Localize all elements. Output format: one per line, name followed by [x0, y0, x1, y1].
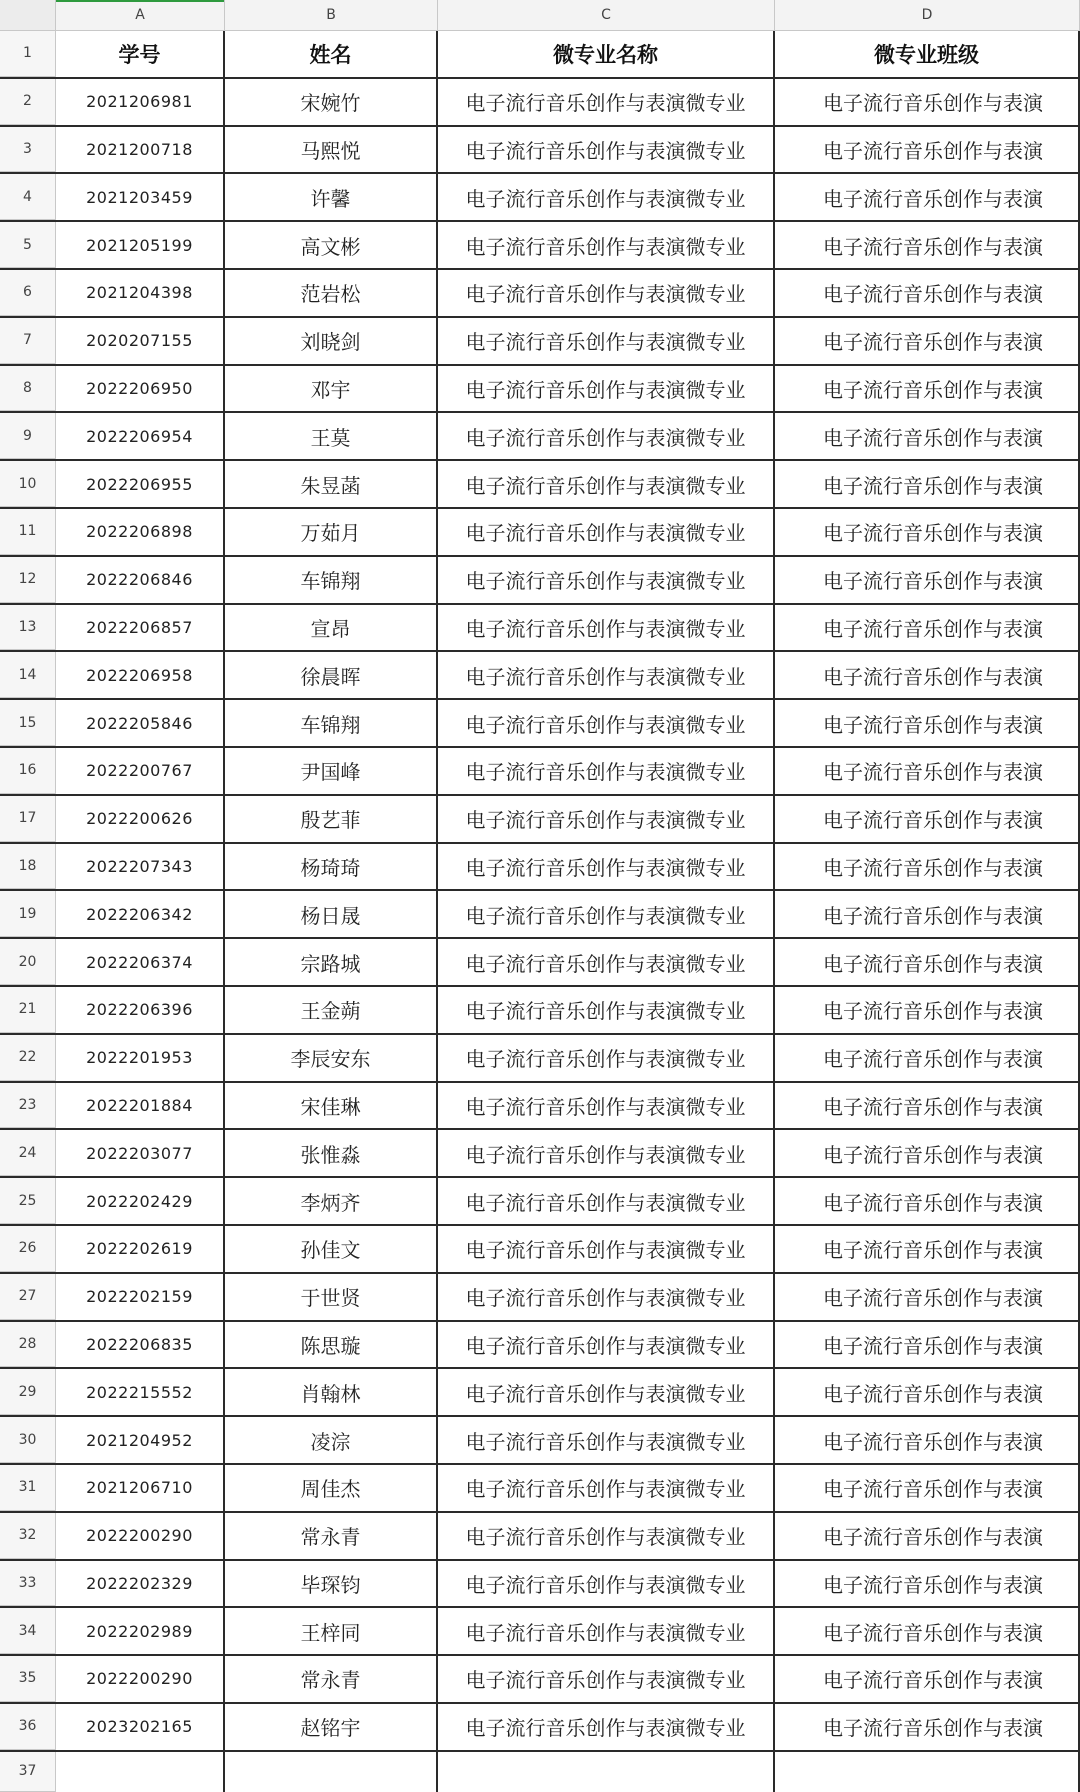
cell-name[interactable]: 车锦翔 [225, 557, 438, 603]
cell-major[interactable]: 电子流行音乐创作与表演微专业 [438, 939, 775, 985]
cell-name[interactable]: 于世贤 [225, 1274, 438, 1320]
cell-class[interactable]: 电子流行音乐创作与表演 [775, 987, 1080, 1033]
cell-name[interactable]: 常永青 [225, 1513, 438, 1559]
cell-class[interactable]: 电子流行音乐创作与表演 [775, 1322, 1080, 1368]
cell-name[interactable]: 王金蒴 [225, 987, 438, 1033]
cell-name[interactable]: 尹国峰 [225, 748, 438, 794]
cell-class[interactable]: 电子流行音乐创作与表演 [775, 79, 1080, 125]
cell-class[interactable]: 电子流行音乐创作与表演 [775, 652, 1080, 698]
cell-class[interactable]: 电子流行音乐创作与表演 [775, 1417, 1080, 1463]
cell-student-id[interactable]: 2022206898 [56, 509, 225, 555]
cell-class[interactable]: 电子流行音乐创作与表演 [775, 509, 1080, 555]
cell-name[interactable]: 范岩松 [225, 270, 438, 316]
table-row [0, 1369, 1080, 1417]
cell-name[interactable]: 宣昂 [225, 605, 438, 651]
cell-class[interactable]: 电子流行音乐创作与表演 [775, 222, 1080, 268]
row-number[interactable]: 11 [0, 509, 56, 555]
cell-class[interactable]: 电子流行音乐创作与表演 [775, 174, 1080, 220]
cell-class[interactable]: 电子流行音乐创作与表演 [775, 939, 1080, 985]
active-column-indicator [56, 0, 224, 2]
row-number[interactable]: 6 [0, 270, 56, 316]
row-number[interactable]: 2 [0, 79, 56, 125]
cell-major[interactable]: 电子流行音乐创作与表演微专业 [438, 1083, 775, 1129]
cell-major[interactable]: 电子流行音乐创作与表演微专业 [438, 1513, 775, 1559]
cell-student-id[interactable]: 2022215552 [56, 1369, 225, 1415]
table-row [0, 509, 1080, 557]
cell-name[interactable]: 王莫 [225, 413, 438, 459]
cell-class[interactable]: 电子流行音乐创作与表演 [775, 1226, 1080, 1272]
cell-name[interactable]: 王梓同 [225, 1608, 438, 1654]
row-number[interactable]: 25 [0, 1178, 56, 1224]
row-number[interactable]: 13 [0, 605, 56, 651]
table-row [0, 127, 1080, 175]
cell-major[interactable]: 电子流行音乐创作与表演微专业 [438, 987, 775, 1033]
cell-student-id[interactable]: 2022206955 [56, 461, 225, 507]
cell-major[interactable]: 电子流行音乐创作与表演微专业 [438, 557, 775, 603]
cell-class[interactable]: 电子流行音乐创作与表演 [775, 1130, 1080, 1176]
cell-student-id[interactable]: 2022206954 [56, 413, 225, 459]
cell-major[interactable]: 电子流行音乐创作与表演微专业 [438, 1561, 775, 1607]
row-number[interactable]: 32 [0, 1513, 56, 1559]
cell-major[interactable]: 电子流行音乐创作与表演微专业 [438, 1322, 775, 1368]
cell-name[interactable]: 殷艺菲 [225, 796, 438, 842]
cell-name[interactable]: 宋婉竹 [225, 79, 438, 125]
cell-name[interactable]: 张惟淼 [225, 1130, 438, 1176]
cell-major[interactable]: 电子流行音乐创作与表演微专业 [438, 796, 775, 842]
cell-student-id[interactable]: 2021200718 [56, 127, 225, 173]
table-row [0, 652, 1080, 700]
cell-name[interactable]: 高文彬 [225, 222, 438, 268]
cell-class[interactable]: 电子流行音乐创作与表演 [775, 318, 1080, 364]
cell-name[interactable]: 宗路城 [225, 939, 438, 985]
table-row [0, 796, 1080, 844]
table-row [0, 1083, 1080, 1131]
cell-class[interactable]: 电子流行音乐创作与表演 [775, 1178, 1080, 1224]
cell-class[interactable]: 电子流行音乐创作与表演 [775, 461, 1080, 507]
table-row [0, 1178, 1080, 1226]
cell-major[interactable]: 电子流行音乐创作与表演微专业 [438, 1226, 775, 1272]
cell-major[interactable]: 电子流行音乐创作与表演微专业 [438, 1417, 775, 1463]
cell-major[interactable]: 电子流行音乐创作与表演微专业 [438, 270, 775, 316]
cell-name[interactable]: 杨日晟 [225, 891, 438, 937]
row-number[interactable]: 23 [0, 1083, 56, 1129]
row-number[interactable]: 12 [0, 557, 56, 603]
cell-class[interactable]: 电子流行音乐创作与表演 [775, 1561, 1080, 1607]
table-row [0, 174, 1080, 222]
row-number[interactable]: 18 [0, 844, 56, 890]
cell-student-id[interactable]: 2021203459 [56, 174, 225, 220]
cell-major[interactable]: 电子流行音乐创作与表演微专业 [438, 222, 775, 268]
cell-student-id[interactable]: 2022206396 [56, 987, 225, 1033]
row-number[interactable]: 8 [0, 366, 56, 412]
row-number[interactable]: 15 [0, 700, 56, 746]
cell-name[interactable]: 车锦翔 [225, 700, 438, 746]
cell-name[interactable]: 肖翰林 [225, 1369, 438, 1415]
cell-class[interactable]: 电子流行音乐创作与表演 [775, 366, 1080, 412]
cell-student-id[interactable]: 2022202429 [56, 1178, 225, 1224]
cell-major[interactable]: 电子流行音乐创作与表演微专业 [438, 1178, 775, 1224]
table-row [0, 700, 1080, 748]
cell-major[interactable]: 电子流行音乐创作与表演微专业 [438, 318, 775, 364]
cell-name[interactable]: 孙佳文 [225, 1226, 438, 1272]
cell-major[interactable]: 电子流行音乐创作与表演微专业 [438, 1656, 775, 1702]
cell-class[interactable]: 电子流行音乐创作与表演 [775, 270, 1080, 316]
row-number[interactable]: 27 [0, 1274, 56, 1320]
cell-major[interactable]: 电子流行音乐创作与表演微专业 [438, 652, 775, 698]
table-row [0, 1704, 1080, 1752]
cell-major[interactable]: 电子流行音乐创作与表演微专业 [438, 605, 775, 651]
table-row [0, 1513, 1080, 1561]
cell-major[interactable]: 电子流行音乐创作与表演微专业 [438, 844, 775, 890]
table-row [0, 1465, 1080, 1513]
empty-row [0, 1752, 1080, 1792]
cell-class[interactable]: 电子流行音乐创作与表演 [775, 1083, 1080, 1129]
cell-name[interactable]: 赵铭宇 [225, 1704, 438, 1750]
row-number[interactable]: 20 [0, 939, 56, 985]
row-number[interactable]: 19 [0, 891, 56, 937]
cell-name[interactable]: 杨琦琦 [225, 844, 438, 890]
cell-major[interactable]: 电子流行音乐创作与表演微专业 [438, 700, 775, 746]
cell-class[interactable]: 电子流行音乐创作与表演 [775, 557, 1080, 603]
header-row [0, 31, 1080, 79]
table-row [0, 1417, 1080, 1465]
cell-class[interactable]: 电子流行音乐创作与表演 [775, 1513, 1080, 1559]
row-number[interactable]: 10 [0, 461, 56, 507]
cell-name[interactable]: 万茹月 [225, 509, 438, 555]
cell-name[interactable]: 李辰安东 [225, 1035, 438, 1081]
column-header-bar [0, 0, 1080, 31]
table-row [0, 222, 1080, 270]
row-number[interactable]: 17 [0, 796, 56, 842]
cell-student-id[interactable]: 2022202329 [56, 1561, 225, 1607]
table-row [0, 1656, 1080, 1704]
cell-student-id[interactable]: 2021204398 [56, 270, 225, 316]
row-number[interactable]: 1 [0, 31, 56, 77]
empty-cell[interactable] [225, 1752, 438, 1792]
table-body [0, 79, 1080, 1752]
cell-class[interactable]: 电子流行音乐创作与表演 [775, 1656, 1080, 1702]
cell-name[interactable]: 毕琛钧 [225, 1561, 438, 1607]
cell-student-id[interactable]: 2021206710 [56, 1465, 225, 1511]
cell-major[interactable]: 电子流行音乐创作与表演微专业 [438, 509, 775, 555]
cell-student-id[interactable]: 2022207343 [56, 844, 225, 890]
cell-major[interactable]: 电子流行音乐创作与表演微专业 [438, 413, 775, 459]
header-cell-major[interactable]: 微专业名称 [438, 31, 775, 77]
cell-student-id[interactable]: 2022203077 [56, 1130, 225, 1176]
cell-student-id[interactable]: 2022206342 [56, 891, 225, 937]
row-number[interactable]: 37 [0, 1752, 56, 1792]
cell-student-id[interactable]: 2022200767 [56, 748, 225, 794]
table-row [0, 987, 1080, 1035]
cell-student-id[interactable]: 2023202165 [56, 1704, 225, 1750]
header-cell-name[interactable]: 姓名 [225, 31, 438, 77]
cell-major[interactable]: 电子流行音乐创作与表演微专业 [438, 174, 775, 220]
cell-class[interactable]: 电子流行音乐创作与表演 [775, 413, 1080, 459]
cell-name[interactable]: 李炳齐 [225, 1178, 438, 1224]
cell-name[interactable]: 陈思璇 [225, 1322, 438, 1368]
table-row [0, 557, 1080, 605]
cell-student-id[interactable]: 2020207155 [56, 318, 225, 364]
row-number[interactable]: 28 [0, 1322, 56, 1368]
table-row [0, 1130, 1080, 1178]
row-number[interactable]: 21 [0, 987, 56, 1033]
cell-name[interactable]: 常永青 [225, 1656, 438, 1702]
table-row [0, 413, 1080, 461]
cell-student-id[interactable]: 2022206950 [56, 366, 225, 412]
cell-class[interactable]: 电子流行音乐创作与表演 [775, 748, 1080, 794]
cell-student-id[interactable]: 2022205846 [56, 700, 225, 746]
cell-student-id[interactable]: 2022206374 [56, 939, 225, 985]
row-number[interactable]: 7 [0, 318, 56, 364]
cell-major[interactable]: 电子流行音乐创作与表演微专业 [438, 1274, 775, 1320]
cell-student-id[interactable]: 2022201884 [56, 1083, 225, 1129]
cell-name[interactable]: 许馨 [225, 174, 438, 220]
cell-class[interactable]: 电子流行音乐创作与表演 [775, 1608, 1080, 1654]
header-cell-student-id[interactable]: 学号 [56, 31, 225, 77]
column-header-b[interactable]: B [225, 0, 438, 30]
select-all-corner[interactable] [0, 0, 56, 30]
cell-major[interactable]: 电子流行音乐创作与表演微专业 [438, 891, 775, 937]
cell-student-id[interactable]: 2022200626 [56, 796, 225, 842]
cell-class[interactable]: 电子流行音乐创作与表演 [775, 700, 1080, 746]
empty-cell[interactable] [775, 1752, 1080, 1792]
cell-major[interactable]: 电子流行音乐创作与表演微专业 [438, 1035, 775, 1081]
row-number[interactable]: 24 [0, 1130, 56, 1176]
cell-major[interactable]: 电子流行音乐创作与表演微专业 [438, 366, 775, 412]
cell-name[interactable]: 凌淙 [225, 1417, 438, 1463]
cell-student-id[interactable]: 2022206835 [56, 1322, 225, 1368]
table-row [0, 79, 1080, 127]
cell-class[interactable]: 电子流行音乐创作与表演 [775, 796, 1080, 842]
table-row [0, 1322, 1080, 1370]
cell-class[interactable]: 电子流行音乐创作与表演 [775, 605, 1080, 651]
cell-class[interactable]: 电子流行音乐创作与表演 [775, 1274, 1080, 1320]
row-number[interactable]: 26 [0, 1226, 56, 1272]
cell-major[interactable]: 电子流行音乐创作与表演微专业 [438, 1130, 775, 1176]
table-row [0, 939, 1080, 987]
table-row [0, 270, 1080, 318]
cell-major[interactable]: 电子流行音乐创作与表演微专业 [438, 79, 775, 125]
empty-cell[interactable] [438, 1752, 775, 1792]
column-header-d[interactable]: D [775, 0, 1080, 30]
row-number[interactable]: 22 [0, 1035, 56, 1081]
table-row [0, 318, 1080, 366]
row-number[interactable]: 14 [0, 652, 56, 698]
cell-class[interactable]: 电子流行音乐创作与表演 [775, 891, 1080, 937]
cell-name[interactable]: 刘晓剑 [225, 318, 438, 364]
cell-major[interactable]: 电子流行音乐创作与表演微专业 [438, 127, 775, 173]
table-row [0, 1226, 1080, 1274]
table-row [0, 1608, 1080, 1656]
cell-major[interactable]: 电子流行音乐创作与表演微专业 [438, 1465, 775, 1511]
cell-major[interactable]: 电子流行音乐创作与表演微专业 [438, 1608, 775, 1654]
cell-major[interactable]: 电子流行音乐创作与表演微专业 [438, 1704, 775, 1750]
table-row [0, 748, 1080, 796]
row-number[interactable]: 16 [0, 748, 56, 794]
cell-student-id[interactable]: 2021205199 [56, 222, 225, 268]
cell-student-id[interactable]: 2022200290 [56, 1656, 225, 1702]
cell-major[interactable]: 电子流行音乐创作与表演微专业 [438, 1369, 775, 1415]
empty-cell[interactable] [56, 1752, 225, 1792]
cell-name[interactable]: 宋佳琳 [225, 1083, 438, 1129]
header-cell-class[interactable]: 微专业班级 [775, 31, 1080, 77]
row-number[interactable]: 3 [0, 127, 56, 173]
cell-class[interactable]: 电子流行音乐创作与表演 [775, 1035, 1080, 1081]
row-number[interactable]: 34 [0, 1608, 56, 1654]
table-row [0, 844, 1080, 892]
cell-name[interactable]: 马熙悦 [225, 127, 438, 173]
cell-class[interactable]: 电子流行音乐创作与表演 [775, 1465, 1080, 1511]
cell-student-id[interactable]: 2021206981 [56, 79, 225, 125]
row-number[interactable]: 29 [0, 1369, 56, 1415]
cell-name[interactable]: 徐晨晖 [225, 652, 438, 698]
cell-student-id[interactable]: 2022202989 [56, 1608, 225, 1654]
cell-student-id[interactable]: 2022201953 [56, 1035, 225, 1081]
cell-major[interactable]: 电子流行音乐创作与表演微专业 [438, 461, 775, 507]
row-number[interactable]: 36 [0, 1704, 56, 1750]
cell-student-id[interactable]: 2022200290 [56, 1513, 225, 1559]
column-header-c[interactable]: C [438, 0, 775, 30]
cell-student-id[interactable]: 2022206958 [56, 652, 225, 698]
row-number[interactable]: 30 [0, 1417, 56, 1463]
row-number[interactable]: 9 [0, 413, 56, 459]
cell-class[interactable]: 电子流行音乐创作与表演 [775, 844, 1080, 890]
row-number[interactable]: 33 [0, 1561, 56, 1607]
table-row [0, 891, 1080, 939]
row-number[interactable]: 35 [0, 1656, 56, 1702]
table-row [0, 1035, 1080, 1083]
cell-major[interactable]: 电子流行音乐创作与表演微专业 [438, 748, 775, 794]
row-number[interactable]: 4 [0, 174, 56, 220]
row-number[interactable]: 5 [0, 222, 56, 268]
cell-student-id[interactable]: 2022206846 [56, 557, 225, 603]
cell-student-id[interactable]: 2022202619 [56, 1226, 225, 1272]
cell-student-id[interactable]: 2022202159 [56, 1274, 225, 1320]
cell-student-id[interactable]: 2022206857 [56, 605, 225, 651]
cell-name[interactable]: 周佳杰 [225, 1465, 438, 1511]
table-row [0, 366, 1080, 414]
cell-student-id[interactable]: 2021204952 [56, 1417, 225, 1463]
table-row [0, 1561, 1080, 1609]
row-number[interactable]: 31 [0, 1465, 56, 1511]
cell-class[interactable]: 电子流行音乐创作与表演 [775, 1369, 1080, 1415]
table-row [0, 461, 1080, 509]
cell-name[interactable]: 朱昱菡 [225, 461, 438, 507]
table-row [0, 605, 1080, 653]
column-header-a[interactable]: A [56, 0, 225, 30]
cell-name[interactable]: 邓宇 [225, 366, 438, 412]
cell-class[interactable]: 电子流行音乐创作与表演 [775, 127, 1080, 173]
cell-class[interactable]: 电子流行音乐创作与表演 [775, 1704, 1080, 1750]
table-row [0, 1274, 1080, 1322]
